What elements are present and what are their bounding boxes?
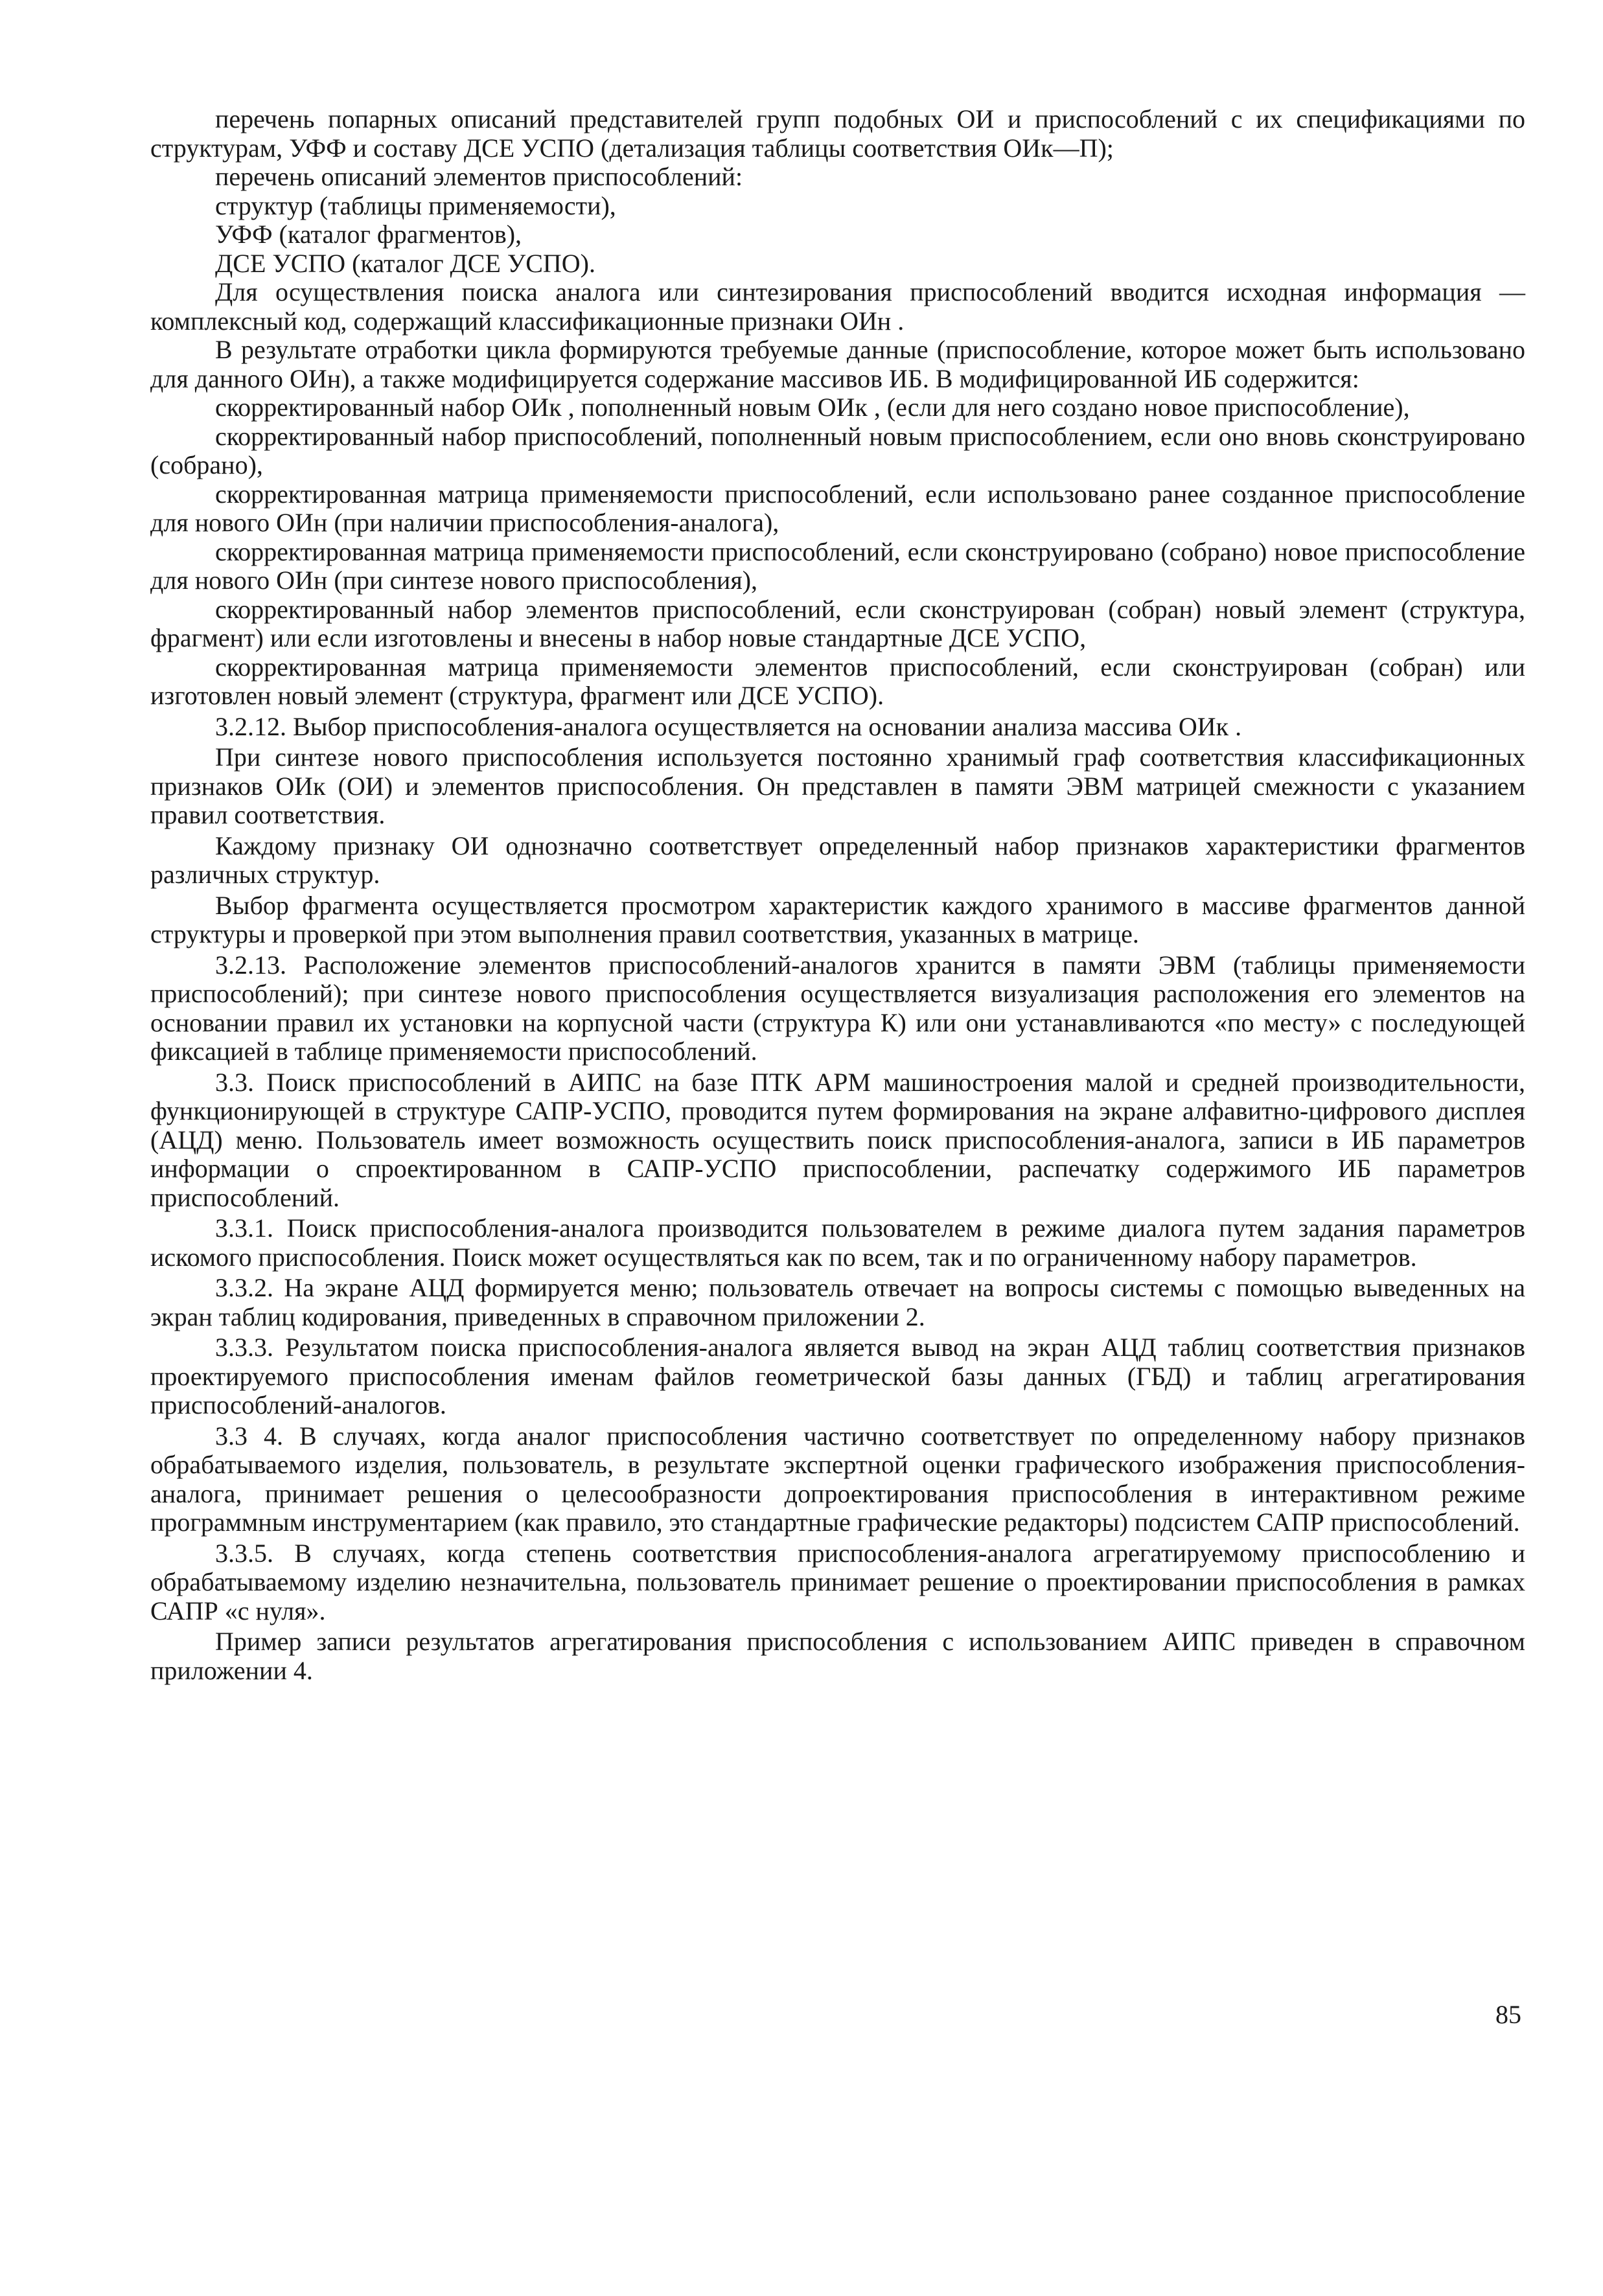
section-3-3-5: 3.3.5. В случаях, когда степень соответствия приспособления-аналога агрегатируемому приспособлению и обрабатываемому изделию незначительна, пользователь принимает решение о проектировании приспособления в рамках САПР «с нуля». [150, 1538, 1525, 1625]
list-item-corrected-matrix-synthesis: скорректированная матрица применяемости приспособлений, если сконструировано (собрано) новое приспособление для нового ОИн (при синтезе нового приспособления), [150, 536, 1525, 595]
list-item-dse: ДСЕ УСПО (каталог ДСЕ УСПО). [215, 248, 595, 278]
page-number: 85 [1495, 2000, 1521, 2029]
section-3-3: 3.3. Поиск приспособлений в АИПС на базе ПТК АРМ машиностроения малой и средней производительности, функционирующей в структуре САПР-УСПО, проводится путем формирования на экране алфавитно-цифрового дисплея (АЦД) меню. Пользователь имеет возможность осуществить поиск приспособления-аналога, записи в ИБ параметров информации о спроектированном в САПР-УСПО приспособлении, распечатку содержимого ИБ параметров приспособлений. [150, 1067, 1525, 1212]
paragraph-example-reference: Пример записи результатов агрегатирования приспособления с использованием АИПС приведен в справочном приложении 4. [150, 1627, 1525, 1685]
section-3-3-3: 3.3.3. Результатом поиска приспособления-аналога является вывод на экран АЦД таблиц соответствия признаков проектируемого приспособления именам файлов геометрической базы данных (ГБД) и таблиц агрегатирования приспособлений-аналогов. [150, 1333, 1525, 1419]
paragraph-fragment-selection: Выбор фрагмента осуществляется просмотром характеристик каждого хранимого в массиве фрагментов данной структуры и проверкой при этом выполнения правил соответствия, указанных в матрице. [150, 890, 1525, 948]
paragraph-search-input: Для осуществления поиска аналога или синтезирования приспособлений вводится исходная информация — комплексный код, содержащий классификационные признаки ОИн . [150, 277, 1525, 336]
list-item-corrected-fixture-set: скорректированный набор приспособлений, пополненный новым приспособлением, если оно вновь сконструировано (собрано), [150, 421, 1525, 479]
document-body [150, 105, 1525, 1685]
list-item-corrected-element-matrix: скорректированная матрица применяемости элементов приспособлений, если сконструирован (собран) или изготовлен новый элемент (структура, фрагмент или ДСЕ УСПО). [150, 652, 1525, 710]
list-item-corrected-element-set: скорректированный набор элементов приспособлений, если сконструирован (собран) новый элемент (структура, фрагмент) или если изготовлены и внесены в набор новые стандартные ДСЕ УСПО, [150, 594, 1525, 652]
list-item-corrected-matrix-analog: скорректированная матрица применяемости приспособлений, если использовано ранее созданное приспособление для нового ОИн (при наличии приспособления-аналога), [150, 479, 1525, 537]
list-item-structures: структур (таблицы применяемости), [215, 190, 616, 220]
paragraph-synthesis-graph: При синтезе нового приспособления используется постоянно хранимый граф соответствия классификационных признаков ОИк (ОИ) и элементов приспособления. Он представлен в памяти ЭВМ матрицей смежности с указанием правил соответствия. [150, 742, 1525, 829]
list-item-uff: УФФ (каталог фрагментов), [215, 220, 522, 249]
list-item-corrected-oi-set: скорректированный набор ОИк , пополненный новым ОИк , (если для него создано новое приспособление), [215, 393, 1410, 422]
paragraph-pairs-list: перечень попарных описаний представителей групп подобных ОИ и приспособлений с их спецификациями по структурам, УФФ и составу ДСЕ УСПО (детализация таблицы соответствия ОИк—П); [150, 104, 1525, 163]
section-3-2-12: 3.2.12. Выбор приспособления-аналога осуществляется на основании анализа массива ОИк . [215, 711, 1242, 741]
section-3-3-1: 3.3.1. Поиск приспособления-аналога производится пользователем в режиме диалога путем задания параметров искомого приспособления. Поиск может осуществляться как по всем, так и по ограниченному набору параметров. [150, 1213, 1525, 1272]
paragraph-feature-mapping: Каждому признаку ОИ однозначно соответствует определенный набор признаков характеристики фрагментов различных структур. [150, 831, 1525, 889]
section-3-2-13: 3.2.13. Расположение элементов приспособлений-аналогов хранится в памяти ЭВМ (таблицы применяемости приспособлений); при синтезе нового приспособления осуществляется визуализация расположения его элементов на основании правил их установки на корпусной части (структура К) или они устанавливаются «по месту» с последующей фиксацией в таблице применяемости приспособлений. [150, 950, 1525, 1066]
paragraph-cycle-result: В результате отработки цикла формируются требуемые данные (приспособление, которое может быть использовано для данного ОИн), а также модифицируется содержание массивов ИБ. В модифицированной ИБ содержится: [150, 335, 1525, 393]
section-3-3-4: 3.3 4. В случаях, когда аналог приспособления частично соответствует по определенному набору признаков обрабатываемого изделия, пользователь, в результате экспертной оценки графического изображения приспособления-аналога, принимает решения о целесообразности допроектирования приспособления в интерактивном режиме программным инструментарием (как правило, это стандартные графические редакторы) подсистем САПР приспособлений. [150, 1421, 1525, 1537]
paragraph-elements-list-intro: перечень описаний элементов приспособлений: [215, 162, 743, 191]
section-3-3-2: 3.3.2. На экране АЦД формируется меню; пользователь отвечает на вопросы системы с помощью выведенных на экран таблиц кодирования, приведенных в справочном приложении 2. [150, 1273, 1525, 1331]
